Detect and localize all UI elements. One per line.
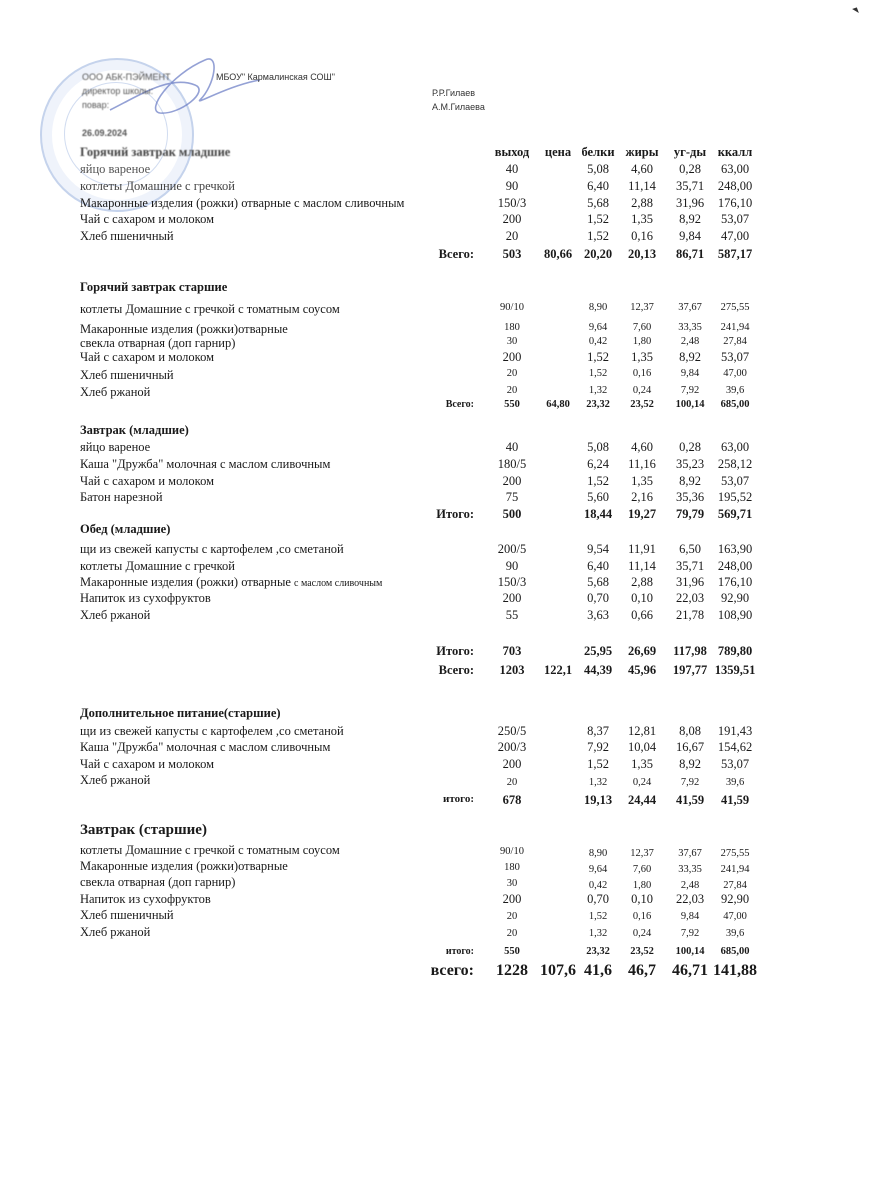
table-row: Каша "Дружба" молочная с маслом сливочным 200/3 7,92 10,04 16,67 154,62 xyxy=(80,740,753,754)
total-row: итого: 678 19,13 24,44 41,59 41,59 xyxy=(443,793,750,807)
table-row: Чай с сахаром и молоком 200 1,52 1,35 8,92 53,07 xyxy=(80,350,750,364)
director-label: директор школы: xyxy=(82,86,154,96)
col-kcal: ккалл xyxy=(717,145,753,159)
total-row: Всего: 503 80,66 20,20 20,13 86,71 587,17 xyxy=(438,247,753,261)
table-row: Макаронные изделия (рожки)отварные 180 9,64 7,60 33,35 241,94 xyxy=(80,322,750,336)
total-row: Всего: 550 64,80 23,32 23,52 100,14 685,00 xyxy=(445,399,750,410)
table-row: Хлеб ржаной 20 1,32 0,24 7,92 39,6 xyxy=(80,773,745,788)
col-protein: белки xyxy=(581,145,615,159)
col-yield: выход xyxy=(494,145,530,159)
table-row: Хлеб пшеничный 20 1,52 0,16 9,84 47,00 xyxy=(80,229,750,243)
table-row: яйцо вареное 40 5,08 4,60 0,28 63,00 xyxy=(80,162,750,176)
table-row: Напиток из сухофруктов 200 0,70 0,10 22,03 92,90 xyxy=(80,892,750,906)
table-row: свекла отварная (доп гарнир) 30 0,42 1,80 2,48 27,84 xyxy=(80,875,747,891)
school-name: МБОУ" Кармалинская СОШ" xyxy=(216,72,335,82)
table-row: Хлеб ржаной 20 1,32 0,24 7,92 39,6 xyxy=(80,385,745,399)
table-row: Макаронные изделия (рожки) отварные с маслом сливочным 150/3 5,68 2,88 31,96 176,10 xyxy=(80,196,753,210)
total-row: итого: 550 23,32 23,52 100,14 685,00 xyxy=(445,946,750,957)
table-row: Хлеб пшеничный 20 1,52 0,16 9,84 47,00 xyxy=(80,368,747,382)
section-title: Дополнительное питание(старшие) xyxy=(80,706,281,720)
col-carbs: уг-ды xyxy=(673,145,707,159)
col-fat: жиры xyxy=(625,145,659,159)
table-row: свекла отварная (доп гарнир) 30 0,42 1,80 2,48 27,84 xyxy=(80,336,747,350)
cook-label: повар: xyxy=(82,100,110,110)
section-title: Горячий завтрак младшие xyxy=(80,145,231,159)
table-row: котлеты Домашние с гречкой с томатным соусом 90/10 8,90 12,37 37,67 275,55 xyxy=(80,302,750,316)
table-row: щи из свежей капусты с картофелем ,со сметаной 200/5 9,54 11,91 6,50 163,90 xyxy=(80,542,753,556)
table-row: котлеты Домашние с гречкой 90 6,40 11,14 35,71 248,00 xyxy=(80,179,753,193)
cook-name: А.М.Гилаева xyxy=(432,102,485,112)
table-row: Хлеб ржаной 55 3,63 0,66 21,78 108,90 xyxy=(80,608,753,622)
total-row: Всего: 1203 122,1 44,39 45,96 197,77 1359,51 xyxy=(438,663,756,677)
total-row: Итого: 703 25,95 26,69 117,98 789,80 xyxy=(436,644,753,658)
table-row: Хлеб ржаной 20 1,32 0,24 7,92 39,6 xyxy=(80,925,745,939)
table-row: Напиток из сухофруктов 200 0,70 0,10 22,03 92,90 xyxy=(80,591,750,605)
grand-total-row: всего: 1228 107,6 41,6 46,7 46,71 141,88 xyxy=(430,962,757,979)
table-row: Макаронные изделия (рожки)отварные 180 9,64 7,60 33,35 241,94 xyxy=(80,859,750,875)
table-row: Макаронные изделия (рожки) отварные с маслом сливочным 150/3 5,68 2,88 31,96 176,10 xyxy=(80,575,753,589)
director-name: Р.Р.Гилаев xyxy=(432,88,476,98)
total-row: Итого: 500 18,44 19,27 79,79 569,71 xyxy=(436,507,753,521)
scan-corner-mark xyxy=(852,7,859,14)
table-row: Чай с сахаром и молоком 200 1,52 1,35 8,92 53,07 xyxy=(80,757,750,771)
org-name: ООО АБК-ПЭЙМЕНТ xyxy=(82,72,171,82)
menu-date: 26.09.2024 xyxy=(82,128,128,138)
table-row: котлеты Домашние с гречкой с томатным соусом 90/10 8,90 12,37 37,67 275,55 xyxy=(80,843,750,859)
section-title: Обед (младшие) xyxy=(80,522,171,536)
section-title: Завтрак (старшие) xyxy=(80,822,207,838)
section-title: Горячий завтрак старшие xyxy=(80,280,228,294)
table-row: Хлеб пшеничный 20 1,52 0,16 9,84 47,00 xyxy=(80,908,747,922)
table-row: Батон нарезной 75 5,60 2,16 35,36 195,52 xyxy=(80,490,753,504)
table-row: котлеты Домашние с гречкой 90 6,40 11,14 35,71 248,00 xyxy=(80,559,753,573)
table-row: Каша "Дружба" молочная с маслом сливочным 180/5 6,24 11,16 35,23 258,12 xyxy=(80,457,753,471)
table-row: щи из свежей капусты с картофелем ,со сметаной 250/5 8,37 12,81 8,08 191,43 xyxy=(80,724,753,738)
table-row: Чай с сахаром и молоком 200 1,52 1,35 8,92 53,07 xyxy=(80,212,750,226)
table-row: Чай с сахаром и молоком 200 1,52 1,35 8,92 53,07 xyxy=(80,474,750,488)
col-price: цена xyxy=(544,145,572,159)
section-title: Завтрак (младшие) xyxy=(80,423,189,437)
table-row: яйцо вареное 40 5,08 4,60 0,28 63,00 xyxy=(80,440,750,454)
